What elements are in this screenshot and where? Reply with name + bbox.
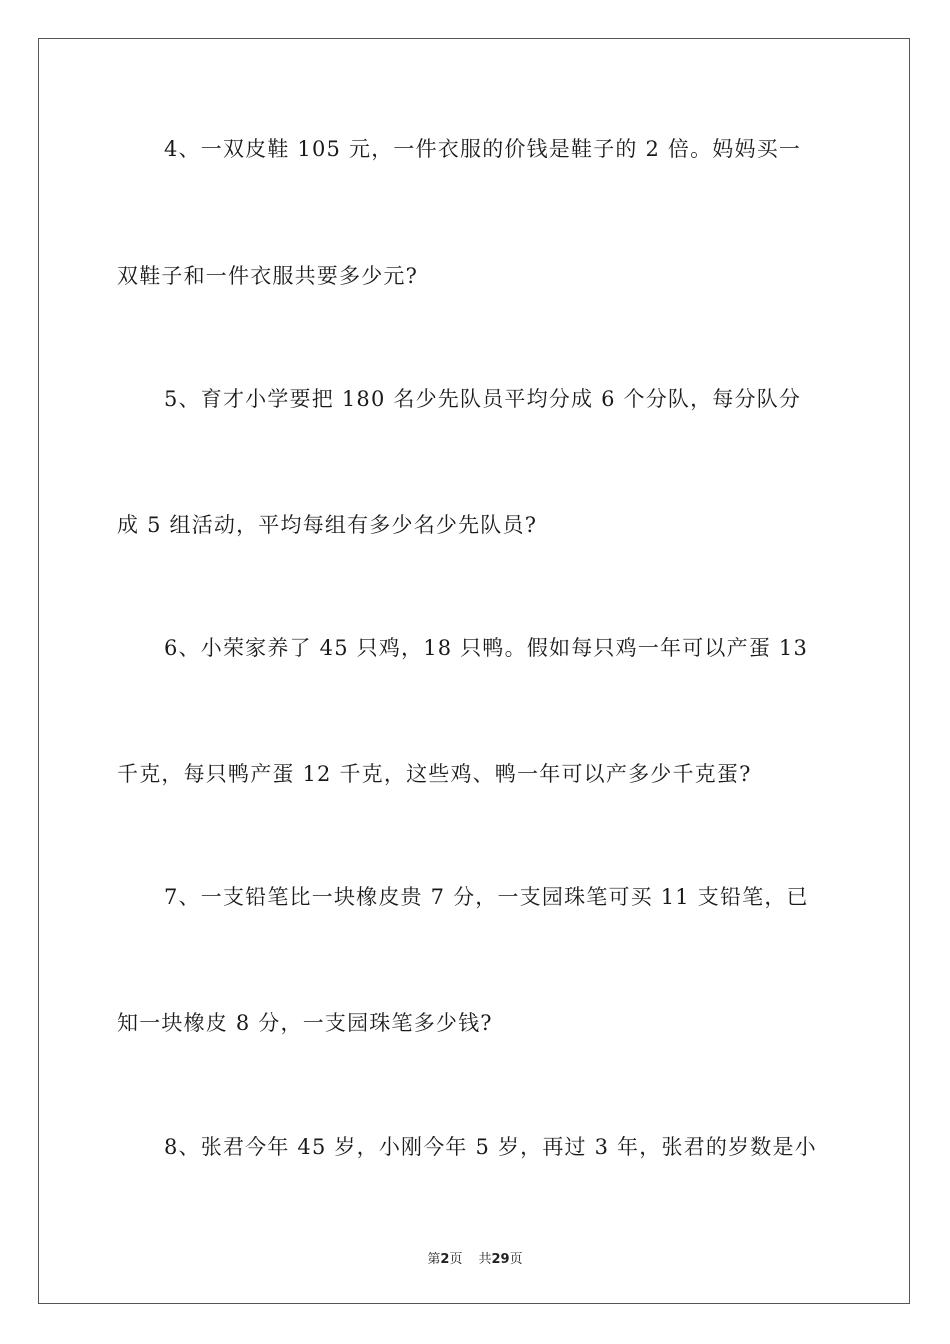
problem-5-line-1: 5、育才小学要把 180 名少先队员平均分成 6 个分队，每分队分 [164,387,802,411]
total-suffix: 页 [509,1252,523,1267]
problem-7-line-1: 7、一支铅笔比一块橡皮贵 7 分，一支园珠笔可买 11 支铅笔，已 [164,885,809,909]
page-footer [0,1248,950,1267]
page-prefix: 第 [427,1252,441,1267]
problem-8-line-1: 8、张君今年 45 岁，小刚今年 5 岁，再过 3 年，张君的岁数是小 [164,1135,817,1159]
total-pages: 29 [491,1252,510,1267]
page-number: 2 [440,1252,450,1267]
problem-7-line-2: 知一块橡皮 8 分，一支园珠笔多少钱? [117,1011,493,1035]
problem-4-line-2: 双鞋子和一件衣服共要多少元? [117,264,419,288]
total-prefix: 共 [478,1252,492,1267]
page-suffix: 页 [449,1252,463,1267]
problem-5-line-2: 成 5 组活动，平均每组有多少名少先队员? [117,513,538,537]
problem-4-line-1: 4、一双皮鞋 105 元，一件衣服的价钱是鞋子的 2 倍。妈妈买一 [164,137,802,161]
problem-6-line-1: 6、小荣家养了 45 只鸡，18 只鸭。假如每只鸡一年可以产蛋 13 [164,636,809,660]
page-border [38,38,910,1304]
problem-6-line-2: 千克，每只鸭产蛋 12 千克，这些鸡、鸭一年可以产多少千克蛋? [117,762,752,786]
